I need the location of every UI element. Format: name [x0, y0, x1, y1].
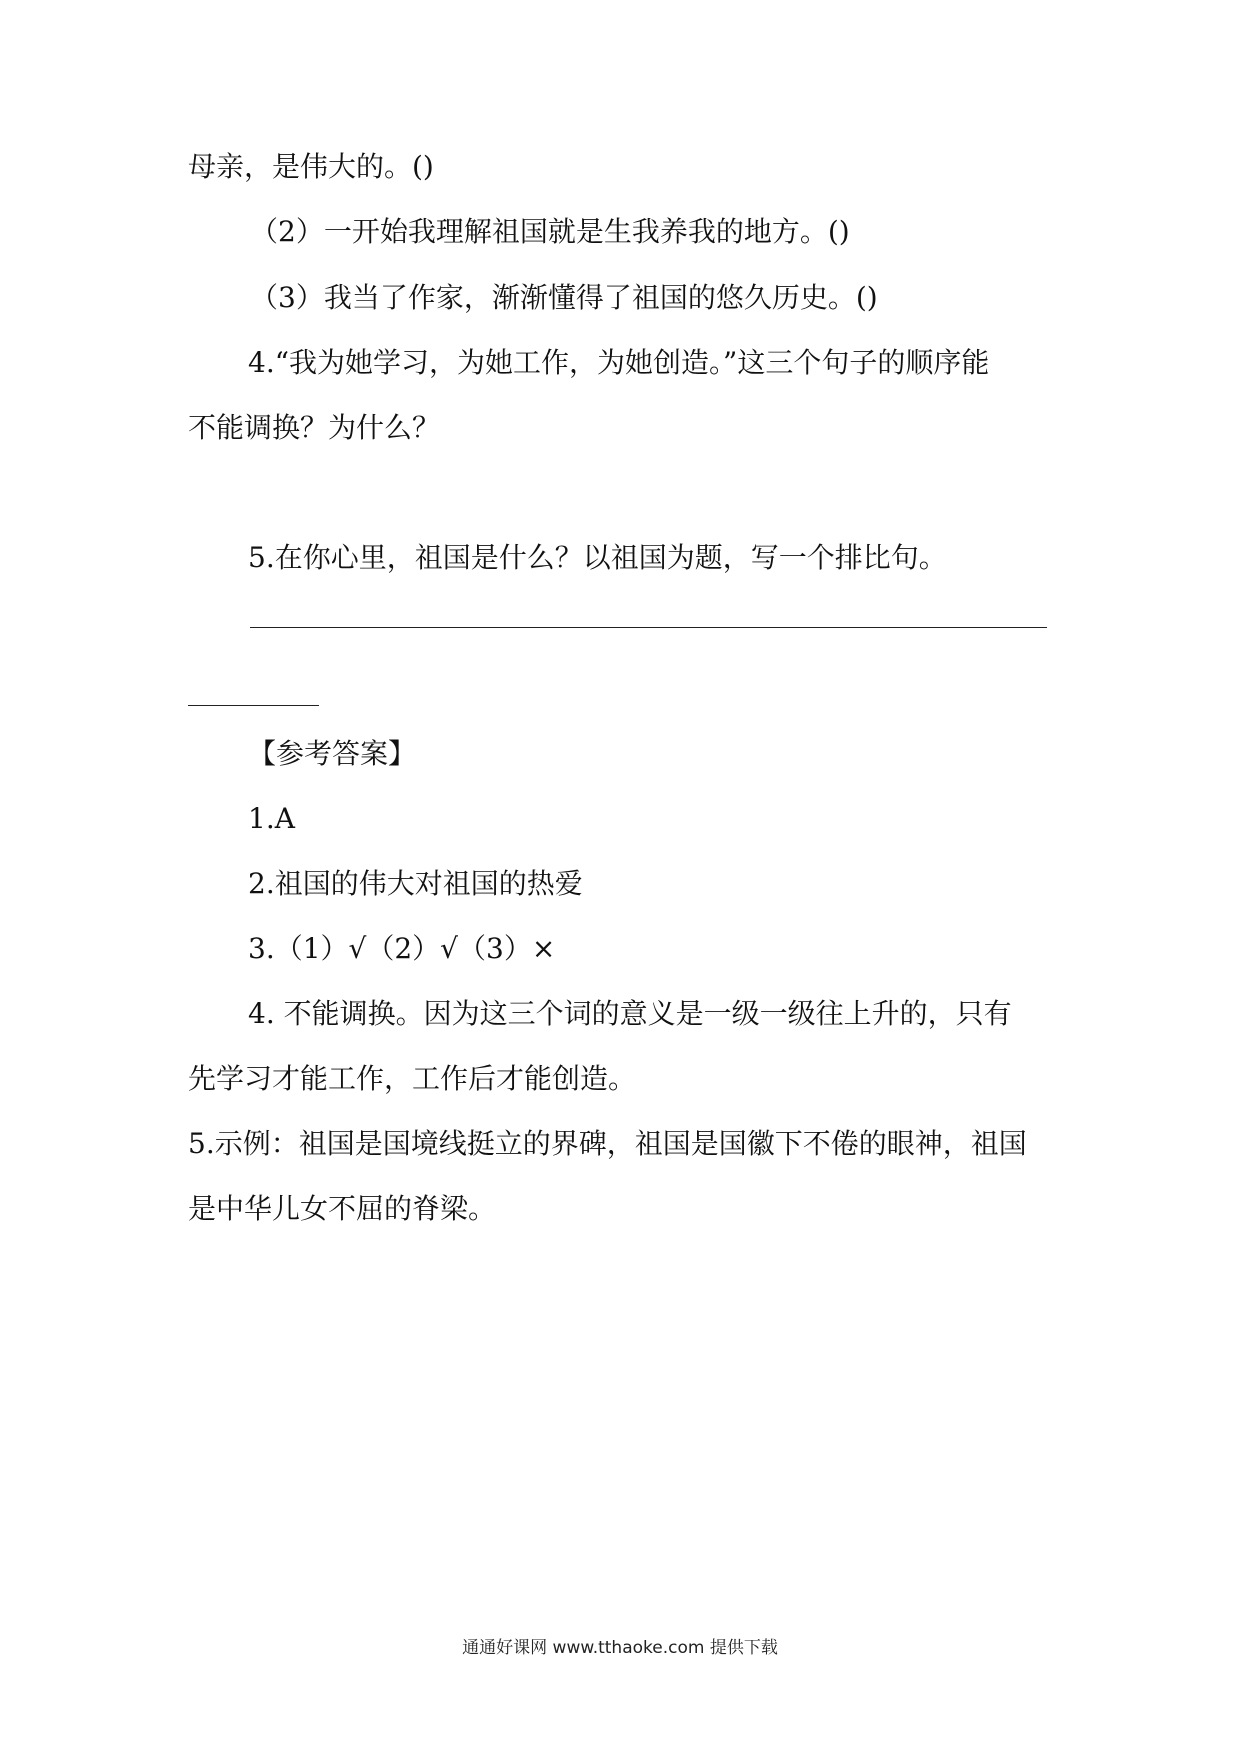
answer-4-line-2: 先学习才能工作，工作后才能创造。	[188, 1062, 637, 1095]
question-5: 5.在你心里，祖国是什么？以祖国为题，写一个排比句。	[248, 541, 947, 574]
question-4-line-2: 不能调换？为什么？	[188, 411, 441, 444]
answer-2: 2.祖国的伟大对祖国的热爱	[248, 867, 583, 900]
answers-heading: 【参考答案】	[248, 737, 417, 770]
question-3-line-1-continuation: 母亲，是伟大的。()	[188, 150, 434, 183]
answer-1: 1.A	[248, 802, 295, 835]
question-4-line-1: 4.“我为她学习，为她工作，为她创造。”这三个句子的顺序能	[248, 346, 990, 379]
answer-3: 3.（1）√（2）√（3）×	[248, 932, 556, 965]
answer-5-line-2: 是中华儿女不屈的脊梁。	[188, 1192, 497, 1225]
question-3-item-2: （2）一开始我理解祖国就是生我养我的地方。()	[250, 215, 850, 248]
answer-blank-line-1	[250, 627, 1047, 628]
answer-4-line-1: 4. 不能调换。因为这三个词的意义是一级一级往上升的，只有	[248, 997, 1012, 1030]
page-footer: 通通好课网 www.tthaoke.com 提供下载	[462, 1638, 778, 1658]
question-3-item-3: （3）我当了作家，渐渐懂得了祖国的悠久历史。()	[250, 281, 878, 314]
answer-5-line-1: 5.示例：祖国是国境线挺立的界碑，祖国是国徽下不倦的眼神，祖国	[188, 1127, 1027, 1160]
answer-blank-line-2	[188, 705, 319, 706]
